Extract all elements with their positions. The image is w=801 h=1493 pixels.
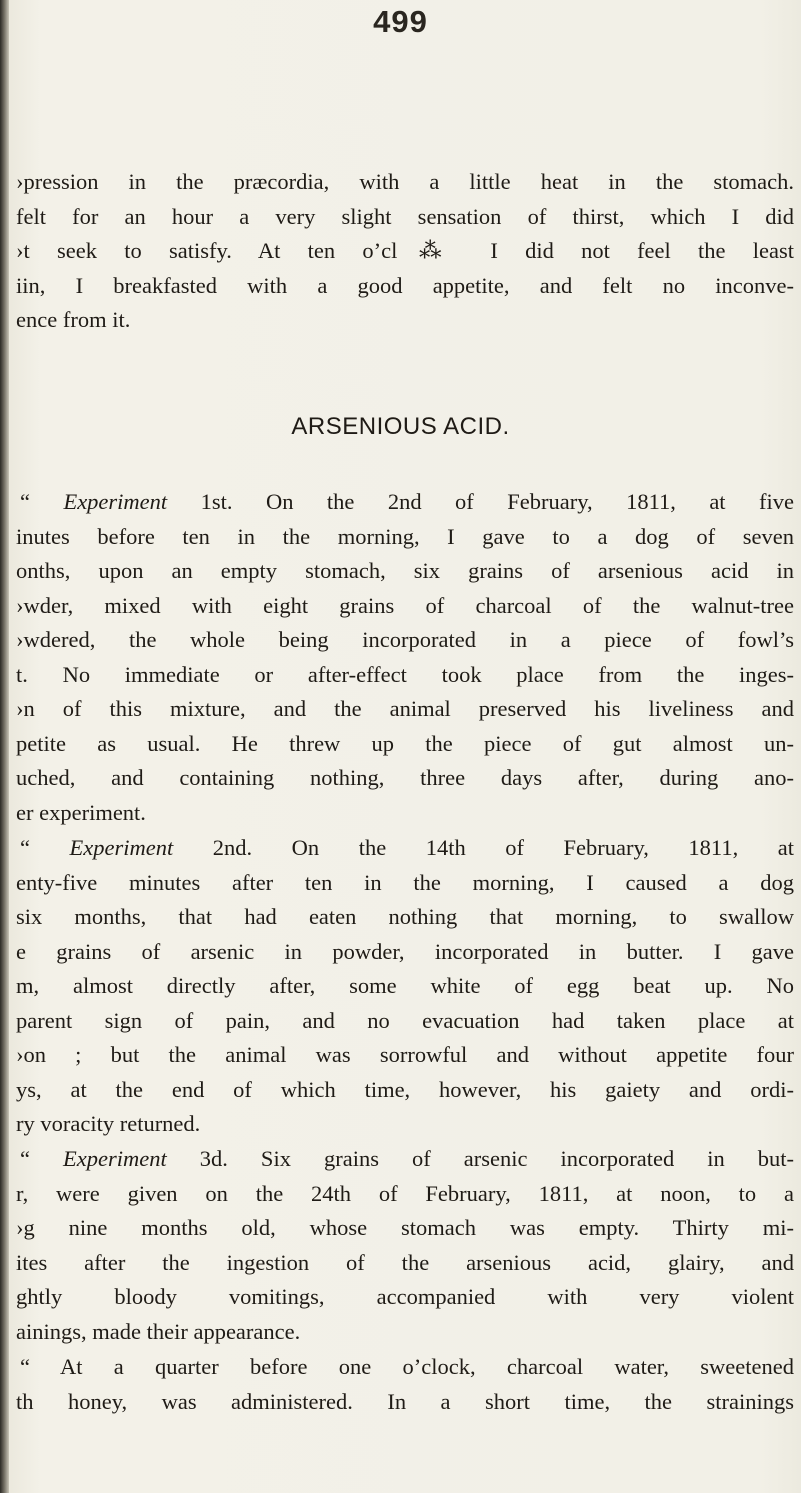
experiment-label: Experiment <box>63 489 168 514</box>
experiment-2-paragraph <box>16 831 794 1142</box>
text-line: ›n of this mixture, and the animal preserved his liveliness and <box>16 696 794 721</box>
experiment-3-paragraph <box>16 1142 794 1349</box>
text-line: ›pression in the præcordia, with a little heat in the stomach. <box>16 169 794 194</box>
experiment-1-paragraph <box>16 485 794 830</box>
text-line: six months, that had eaten nothing that morning, to swallow <box>16 904 794 929</box>
text-line: er experiment. <box>16 799 146 825</box>
intro-paragraph <box>16 165 794 338</box>
text-line: ghtly bloody vomitings, accompanied with very violent <box>16 1284 794 1309</box>
text-line <box>16 485 794 520</box>
text-line <box>16 1142 794 1177</box>
text-line: ence from it. <box>16 307 131 332</box>
open-quote: “ <box>20 1146 30 1171</box>
text-line: ainings, made their appearance. <box>16 1318 301 1344</box>
text-line: m, almost directly after, some white of egg beat up. No <box>16 973 794 998</box>
final-paragraph <box>16 1350 794 1419</box>
text-line: “ At a quarter before one o’clock, charcoal water, sweetened <box>20 1354 794 1379</box>
text-line: ys, at the end of which time, however, his gaiety and ordi- <box>16 1076 794 1102</box>
text-line: felt for an hour a very slight sensation of thirst, which I did <box>16 203 794 229</box>
text-line: onths, upon an empty stomach, six grains of arsenious acid in <box>16 558 794 583</box>
text-line: ›t seek to satisfy. At ten o’cl⁂ I did not feel the least <box>16 238 794 263</box>
page-binding-edge <box>0 0 9 1493</box>
text-line: e grains of arsenic in powder, incorporated in butter. I gave <box>16 938 794 964</box>
text-line: ›on ; but the animal was sorrowful and without appetite four <box>16 1042 794 1067</box>
text-line: th honey, was administered. In a short time, the strainings <box>16 1388 794 1414</box>
text-line: ›wder, mixed with eight grains of charcoal of the walnut-tree <box>16 592 794 618</box>
text-line: ry voracity returned. <box>16 1111 201 1136</box>
experiment-line: 1st. On the 2nd of February, 1811, at five <box>167 489 794 514</box>
experiment-label: Experiment <box>69 835 174 860</box>
page-number: 499 <box>373 4 428 39</box>
text-line: iin, I breakfasted with a good appetite, and felt no inconve- <box>16 272 794 298</box>
text-line: enty-five minutes after ten in the morning, I caused a dog <box>16 869 794 895</box>
text-line: t. No immediate or after-effect took place from the inges- <box>16 661 794 687</box>
open-quote: “ <box>20 489 30 514</box>
experiment-line: 2nd. On the 14th of February, 1811, at <box>173 835 794 860</box>
text-line: inutes before ten in the morning, I gave to a dog of seven <box>16 523 794 549</box>
text-line: parent sign of pain, and no evacuation had taken place at <box>16 1007 794 1033</box>
section-heading: ARSENIOUS ACID. <box>291 413 510 440</box>
text-line: petite as usual. He threw up the piece of gut almost un- <box>16 730 794 756</box>
text-line: r, were given on the 24th of February, 1811, at noon, to a <box>16 1180 794 1206</box>
experiment-line: 3d. Six grains of arsenic incorporated in but- <box>166 1146 794 1171</box>
experiment-label: Experiment <box>63 1146 167 1171</box>
text-line: ›wdered, the whole being incorporated in a piece of fowl’s <box>16 627 794 652</box>
text-line <box>16 831 794 866</box>
text-line: uched, and containing nothing, three days after, during ano- <box>16 765 794 790</box>
text-line: ›g nine months old, whose stomach was empty. Thirty mi- <box>16 1215 794 1240</box>
open-quote: “ <box>20 835 30 860</box>
text-line: ites after the ingestion of the arsenious acid, glairy, and <box>16 1249 794 1275</box>
